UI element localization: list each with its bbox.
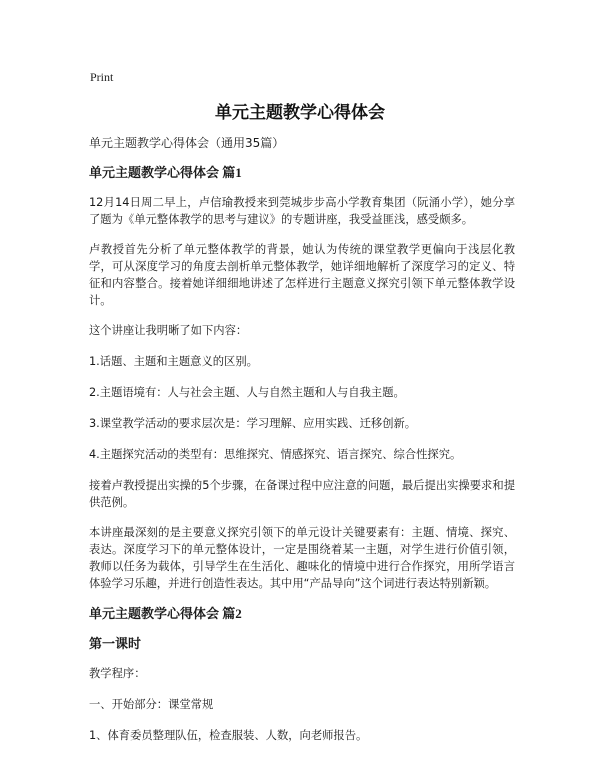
list-item: 4.主题探究活动的类型有：思维探究、情感探究、语言探究、综合性探究。: [89, 448, 462, 461]
paragraph: 接着卢教授提出实操的5个步骤，在备课过程中应注意的问题，最后提出实操要求和提供范例。: [89, 479, 515, 509]
document-subtitle: 单元主题教学心得体会（通用35篇）: [89, 136, 285, 150]
document-title: 单元主题教学心得体会: [215, 103, 385, 123]
paragraph: 教学程序：: [89, 667, 146, 680]
list-item: 3.课堂教学活动的要求层次是：学习理解、应用实践、迁移创新。: [89, 417, 417, 430]
section-heading: 单元主题教学心得体会 篇1: [89, 165, 242, 180]
paragraph: 1、体育委员整理队伍，检查服装、人数，向老师报告。: [89, 729, 368, 742]
print-label[interactable]: Print: [90, 70, 114, 84]
lesson-heading: 第一课时: [89, 636, 142, 651]
paragraph: 一、开始部分：课堂常规: [89, 698, 214, 711]
section-2: [89, 605, 515, 744]
list-item: 1.话题、主题和主题意义的区别。: [89, 355, 258, 368]
list-item: 2.主题语境有：人与社会主题、人与自然主题和人与自我主题。: [89, 386, 405, 399]
paragraph: 这个讲座让我明晰了如下内容：: [89, 324, 248, 337]
paragraph: 卢教授首先分析了单元整体教学的背景，她认为传统的课堂教学更偏向于浅层化教学，可从深度学习的角度去剖析单元整体教学，她详细地解析了深度学习的定义、特征和内容整合。接着她详细细地讲述了怎样进行主题意义探究引领下单元整体教学设计。: [89, 243, 515, 307]
document-body: [89, 134, 515, 758]
section-1: [89, 164, 515, 592]
section-heading: 单元主题教学心得体会 篇2: [89, 606, 242, 621]
paragraph: 12月14日周二早上，卢信瑜教授来到莞城步步高小学教育集团（阮涌小学），她分享了题为《单元整体教学的思考与建议》的专题讲座，我受益匪浅，感受颇多。: [89, 196, 515, 226]
paragraph: 本讲座最深刻的是主要意义探究引领下的单元设计关键要素有：主题、情境、探究、表达。深度学习下的单元整体设计，一定是围绕着某一主题，对学生进行价值引领，教师以任务为载体，引导学生在生活化、趣味化的情境中进行合作探究，用所学语言体验学习乐趣，并进行创造性表达。其中用“产品导向”这个词进行表达特别新颖。: [89, 526, 515, 590]
